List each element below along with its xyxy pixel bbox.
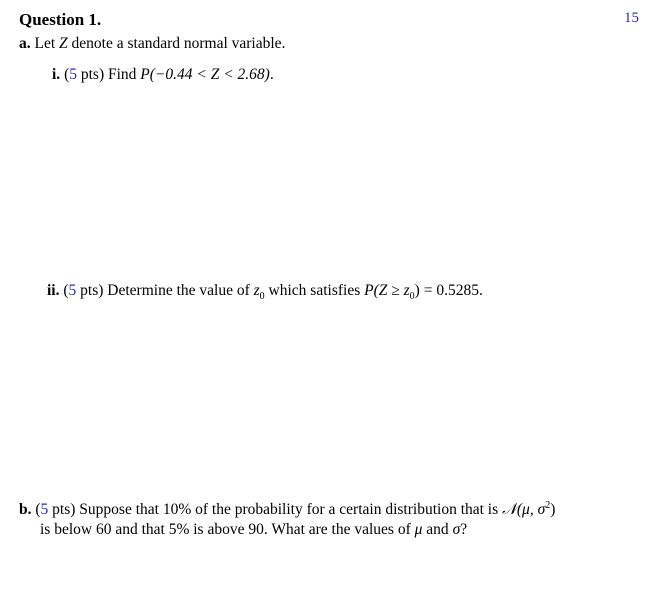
part-a-ii-text-before: Determine the value of <box>103 282 254 299</box>
part-a-ii-pts-close: pts) <box>76 282 104 299</box>
part-a-ii-expr-b: ) = 0.5285 <box>414 282 479 299</box>
part-b-mu: μ <box>414 521 423 538</box>
part-b-and: and <box>422 521 453 538</box>
part-b-pts-num: 5 <box>40 501 49 518</box>
part-b-label: b. <box>19 501 32 518</box>
part-a-i-expr: P(−0.44 < Z < 2.68) <box>140 66 270 83</box>
part-b-dist-end: ) <box>550 501 556 518</box>
part-a-i-pts-open: ( <box>64 66 70 83</box>
part-a-i-line <box>52 65 274 85</box>
part-a-ii-pts-open: ( <box>63 282 69 299</box>
part-b-dist-sup: 2 <box>545 499 551 511</box>
part-a-ii-expr-sub: 0 <box>409 291 415 303</box>
part-a-ii-end: . <box>478 282 483 299</box>
part-a-ii-line <box>47 281 483 301</box>
part-a-ii-expr-a: P(Z ≥ z <box>364 282 410 299</box>
part-b-line-1 <box>19 500 555 520</box>
part-a-i-pts-num: 5 <box>69 66 77 83</box>
part-b-dist: 𝒩(μ, σ <box>502 501 546 518</box>
part-b-pts-open: ( <box>35 501 41 518</box>
part-a-i-text: Find <box>104 66 141 83</box>
question-title: Question 1. <box>19 10 102 29</box>
part-b-end: ? <box>460 521 468 538</box>
part-a-ii-text-mid: which satisfies <box>264 282 365 299</box>
part-a-i-pts-close: pts) <box>76 66 105 83</box>
part-a-ii-var: z <box>253 282 260 299</box>
part-a-ii-pts-num: 5 <box>68 282 77 299</box>
page-number: 15 <box>624 10 639 26</box>
part-b-line1-text: Suppose that 10% of the probability for a certain distribution that is <box>75 501 503 518</box>
part-a-label: a. <box>19 35 31 52</box>
part-a-text-after: denote a standard normal variable. <box>67 35 286 52</box>
part-a-i-label: i. <box>52 66 61 83</box>
part-a-var: Z <box>59 35 68 52</box>
part-a-i-end: . <box>269 66 274 83</box>
part-b-sigma: σ <box>452 521 461 538</box>
part-a-line <box>19 34 285 54</box>
part-a-ii-var-sub: 0 <box>259 291 265 303</box>
part-a-ii-label: ii. <box>47 282 60 299</box>
part-b-pts-close: pts) <box>48 501 76 518</box>
part-b-line2-before: is below 60 and that 5% is above 90. What are the values of <box>40 521 415 538</box>
part-a-text-before: Let <box>34 35 60 52</box>
part-b-line-2 <box>40 520 467 540</box>
